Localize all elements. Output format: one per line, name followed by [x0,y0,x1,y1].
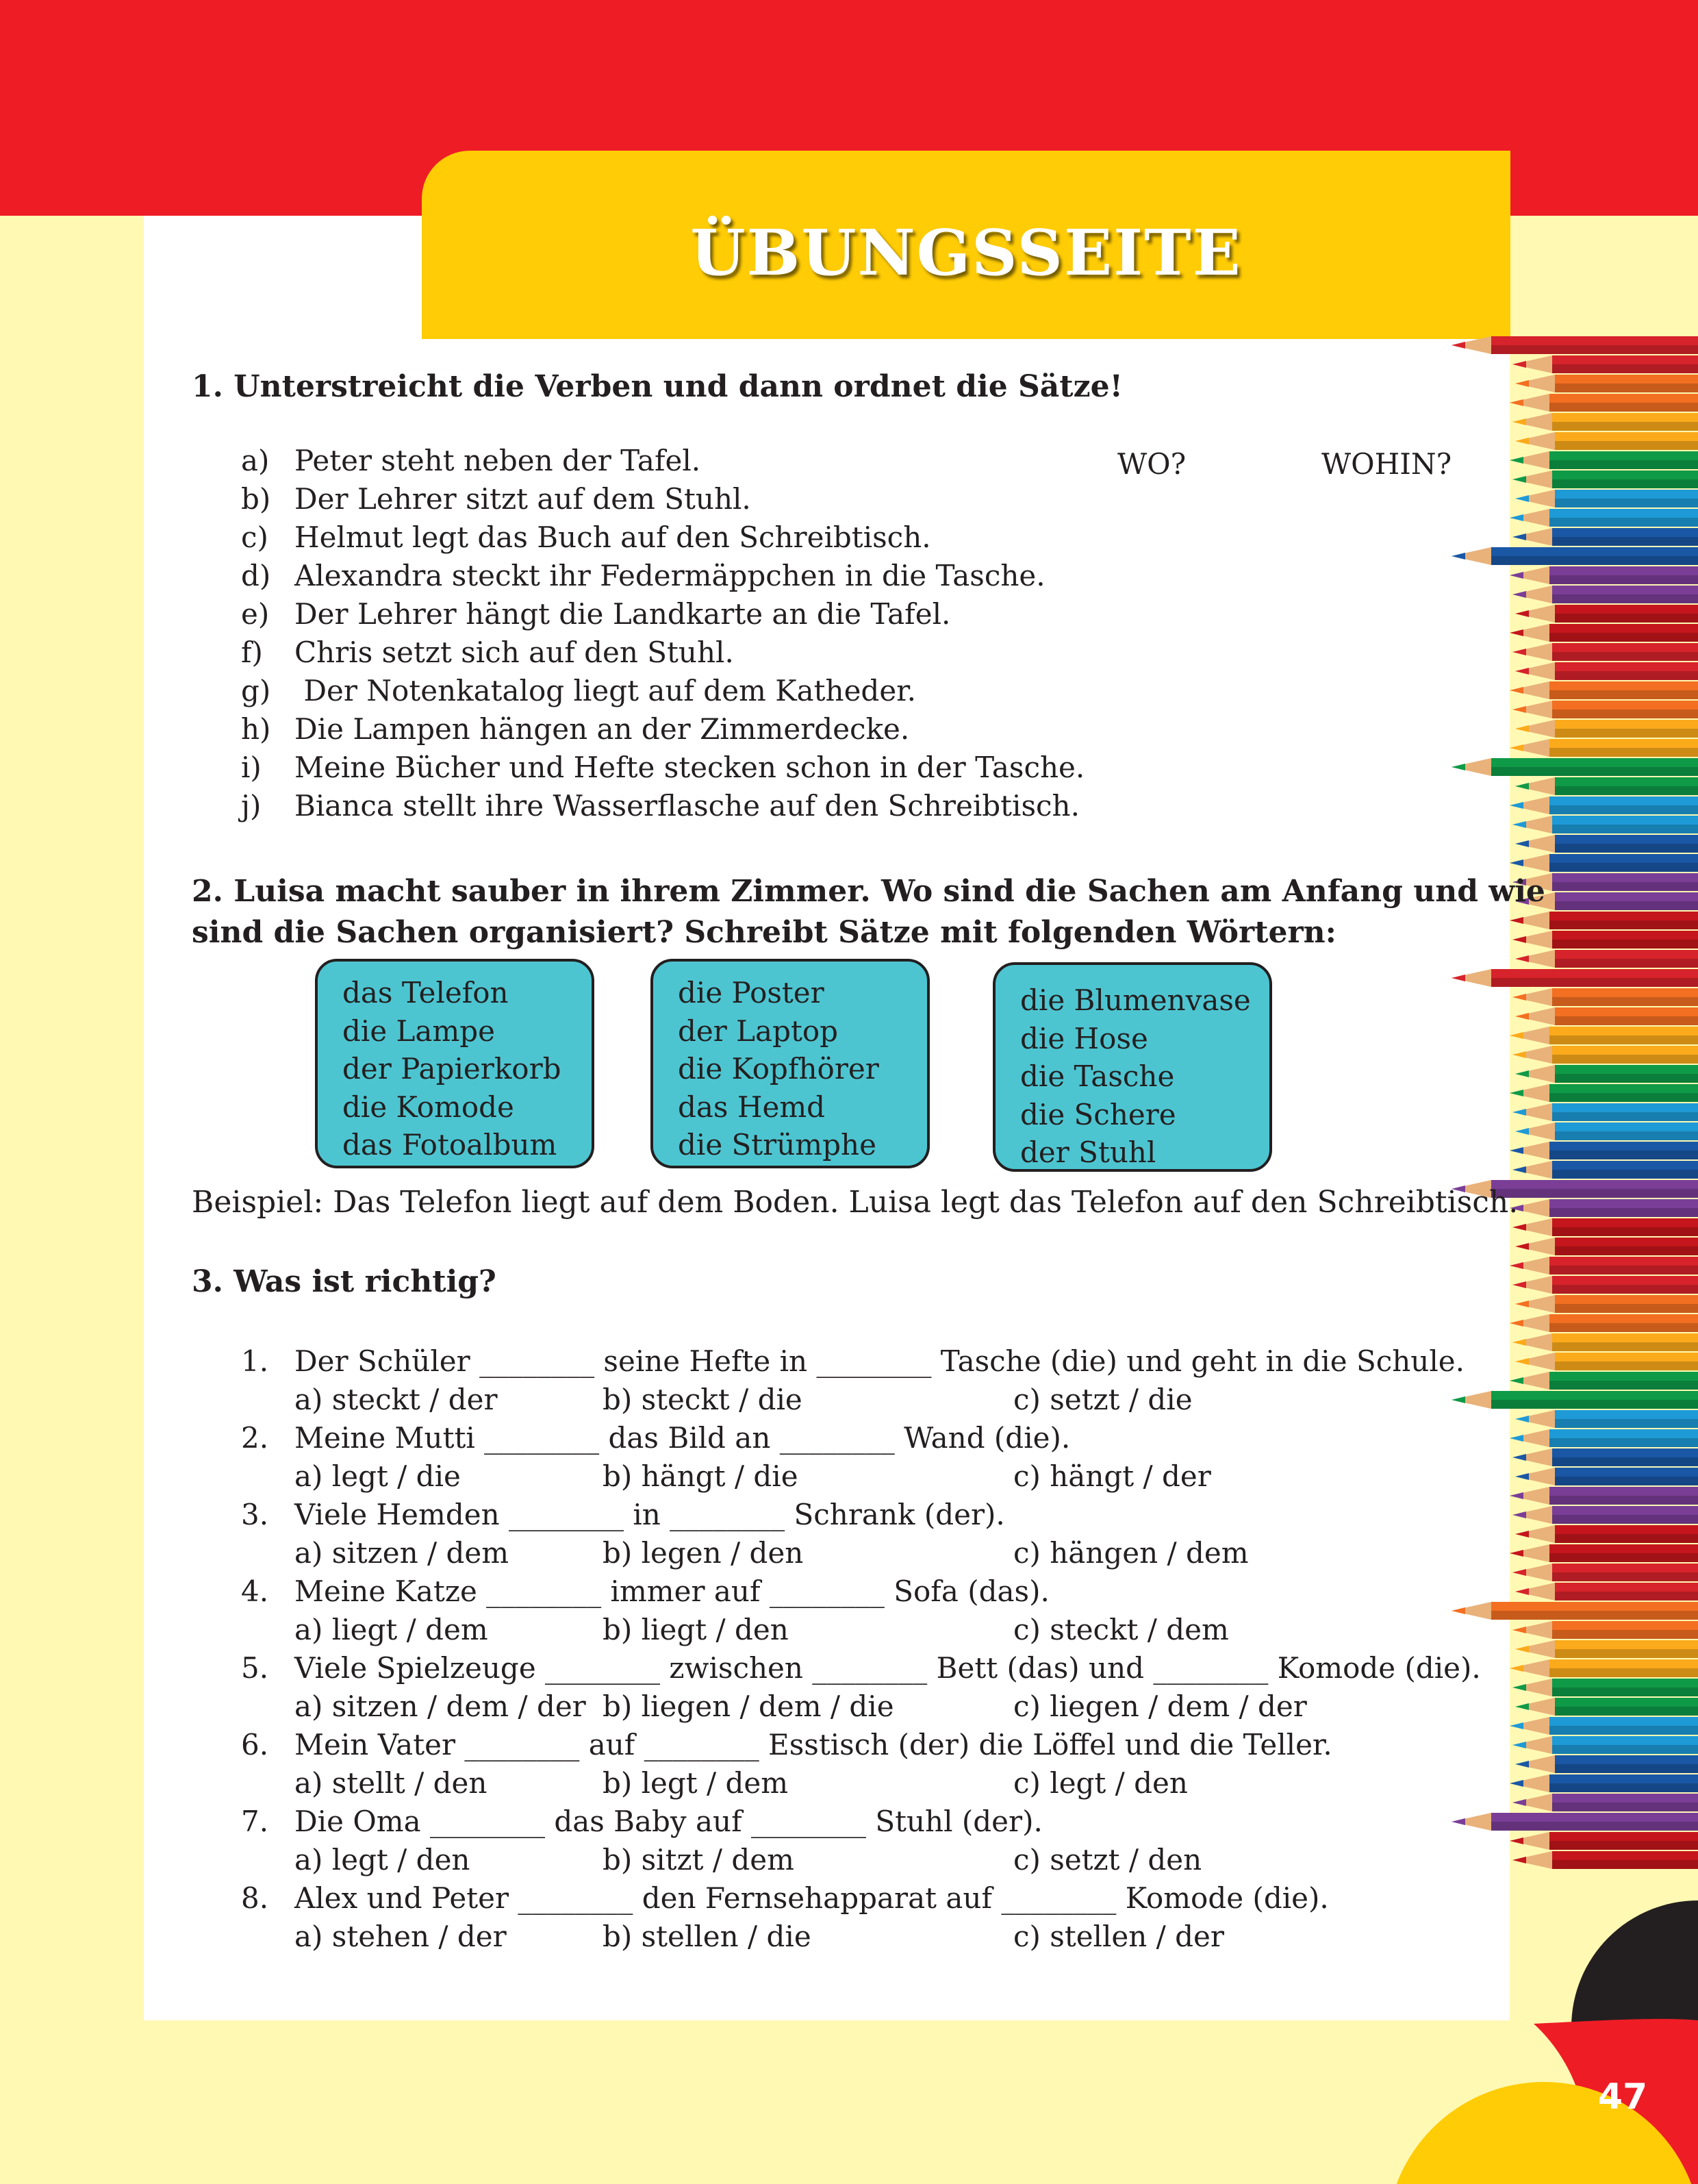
column-label-wohin: WOHIN? [1321,447,1452,481]
question-text: Meine Mutti ________ das Bild an ________ Wand (die). [294,1421,1071,1455]
question-text: Viele Spielzeuge ________ zwischen ________ Bett (das) und ________ Komode (die). [294,1651,1481,1685]
question-text: Der Schüler ________ seine Hefte in ________ Tasche (die) und geht in die Schule. [294,1344,1465,1378]
word-box-1 [315,959,594,1168]
option-a: a) sitzen / dem / der [294,1690,586,1723]
question-number: 1. [241,1344,269,1378]
exercise-1-sentence-list [241,442,1085,825]
option-a: a) liegt / dem [294,1613,488,1646]
item-letter: j) [241,789,262,823]
word: die Lampe [342,1014,496,1048]
sentence-item [241,442,1085,480]
option-b: b) liegen / dem / die [603,1690,894,1723]
word: die Kopfhörer [678,1052,879,1085]
item-letter: h) [241,712,271,746]
word: das Telefon [342,976,509,1009]
sentence-item [241,480,1085,518]
word: das Hemd [678,1090,826,1124]
sentence-item [241,672,1085,710]
word: die Komode [342,1090,514,1124]
sentence-item [241,710,1085,749]
option-c: c) setzt / die [1013,1383,1193,1416]
page-title: ÜBUNGSSEITE [690,216,1242,290]
option-c: c) legt / den [1013,1766,1188,1800]
item-letter: f) [241,636,263,669]
item-letter: c) [241,520,268,554]
option-b: b) hängt / die [603,1459,798,1493]
example-sentence: Beispiel: Das Telefon liegt auf dem Boden. Luisa legt das Telefon auf den Schreibtisch. [192,1185,1519,1220]
word: die Poster [678,976,824,1009]
word: die Schere [1020,1097,1176,1131]
sentence-item [241,787,1085,825]
question-number: 2. [241,1421,269,1455]
option-a: a) legt / den [294,1843,470,1877]
word: das Fotoalbum [342,1128,557,1162]
word: der Laptop [678,1014,839,1048]
option-b: b) sitzt / dem [603,1843,794,1877]
option-a: a) stehen / der [294,1920,507,1953]
word-box-2 [650,959,930,1168]
question-text: Viele Hemden ________ in ________ Schrank (der). [294,1498,1005,1531]
question-number: 6. [241,1728,269,1761]
word: die Strümphe [678,1128,876,1162]
question-number: 5. [241,1651,269,1685]
word: die Tasche [1020,1059,1175,1093]
option-b: b) liegt / den [603,1613,789,1646]
option-a: a) stellt / den [294,1766,487,1800]
question-number: 4. [241,1574,269,1608]
option-a: a) legt / die [294,1459,461,1493]
sentence-item [241,557,1085,595]
item-text: Alexandra steckt ihr Federmäppchen in die Tasche. [294,559,1046,592]
sentence-item [241,595,1085,633]
question-text: Die Oma ________ das Baby auf ________ Stuhl (der). [294,1805,1043,1838]
item-letter: g) [241,674,271,707]
item-text: Der Notenkatalog liegt auf dem Katheder. [294,674,916,707]
item-text: Helmut legt das Buch auf den Schreibtisch. [294,520,931,554]
word: die Hose [1020,1021,1148,1055]
item-letter: d) [241,559,271,592]
question-number: 7. [241,1805,269,1838]
item-text: Peter steht neben der Tafel. [294,444,701,477]
word: der Papierkorb [342,1052,561,1085]
question-number: 8. [241,1881,269,1915]
item-text: Bianca stellt ihre Wasserflasche auf den Schreibtisch. [294,789,1080,823]
item-text: Der Lehrer hängt die Landkarte an die Tafel. [294,597,951,631]
sentence-item [241,518,1085,557]
option-c: c) stellen / der [1013,1920,1224,1953]
word-box-3 [993,962,1272,1172]
item-text: Meine Bücher und Hefte stecken schon in der Tasche. [294,751,1085,784]
item-text: Der Lehrer sitzt auf dem Stuhl. [294,482,751,516]
option-c: c) hängen / dem [1013,1536,1249,1570]
exercise-2-heading-line-2: sind die Sachen organisiert? Schreibt Sätze mit folgenden Wörtern: [192,915,1336,950]
exercise-2-heading-line-1: 2. Luisa macht sauber in ihrem Zimmer. Wo sind die Sachen am Anfang und wie [192,874,1545,909]
word: die Blumenvase [1020,983,1251,1017]
question-text: Meine Katze ________ immer auf ________ Sofa (das). [294,1574,1050,1608]
exercise-3-heading: 3. Was ist richtig? [192,1264,496,1299]
question-text: Mein Vater ________ auf ________ Esstisch (der) die Löffel und die Teller. [294,1728,1332,1761]
column-label-wo: WO? [1117,447,1187,481]
option-a: a) sitzen / dem [294,1536,509,1570]
item-letter: e) [241,597,270,631]
sentence-item [241,633,1085,672]
item-letter: b) [241,482,271,516]
option-b: b) legen / den [603,1536,804,1570]
option-c: c) setzt / den [1013,1843,1202,1877]
option-c: c) steckt / dem [1013,1613,1229,1646]
option-c: c) liegen / dem / der [1013,1690,1307,1723]
page-number: 47 [1597,2076,1648,2118]
option-b: b) stellen / die [603,1920,811,1953]
option-a: a) steckt / der [294,1383,498,1416]
exercise-1-heading: 1. Unterstreicht die Verben und dann ordnet die Sätze! [192,369,1123,404]
item-letter: a) [241,444,270,477]
sentence-item [241,749,1085,787]
question-number: 3. [241,1498,269,1531]
item-text: Die Lampen hängen an der Zimmerdecke. [294,712,910,746]
item-letter: i) [241,751,262,784]
question-text: Alex und Peter ________ den Fernsehapparat auf ________ Komode (die). [294,1881,1329,1915]
option-c: c) hängt / der [1013,1459,1211,1493]
item-text: Chris setzt sich auf den Stuhl. [294,636,734,669]
word: der Stuhl [1020,1135,1156,1169]
option-b: b) legt / dem [603,1766,789,1800]
option-b: b) steckt / die [603,1383,802,1416]
